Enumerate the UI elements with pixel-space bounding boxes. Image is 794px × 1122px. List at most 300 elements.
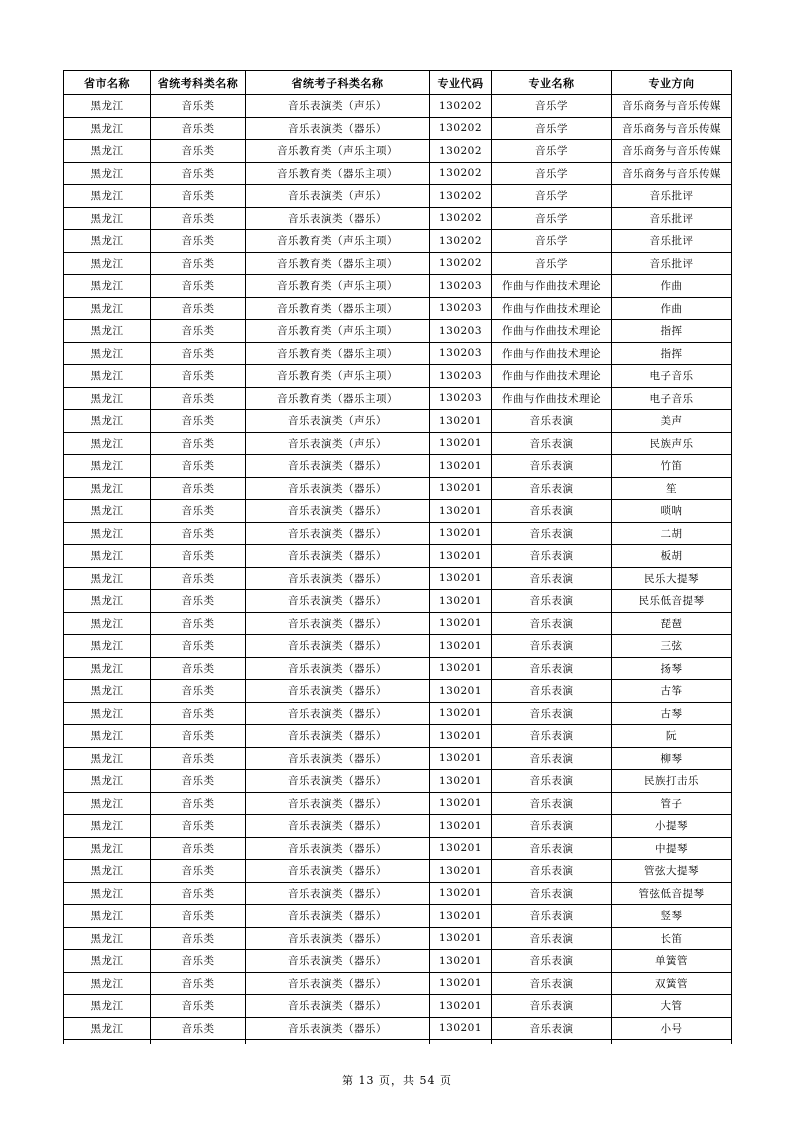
table-cell: 阮 <box>612 725 732 748</box>
table-cell: 音乐表演类（器乐） <box>246 207 430 230</box>
table-cell: 音乐表演 <box>492 950 612 973</box>
table-header-row <box>64 71 732 95</box>
table-cell: 作曲 <box>612 297 732 320</box>
table-cell: 音乐类 <box>151 725 246 748</box>
table-cell: 黑龙江 <box>64 477 151 500</box>
table-cell: 音乐表演 <box>492 770 612 793</box>
table-cell: 130203 <box>430 387 492 410</box>
table-cell: 音乐表演 <box>492 815 612 838</box>
table-cell: 音乐类 <box>151 680 246 703</box>
table-cell: 音乐批评 <box>612 230 732 253</box>
table-cell: 130202 <box>430 185 492 208</box>
table-row <box>64 455 732 478</box>
table-cell: 音乐学 <box>492 252 612 275</box>
table-cell: 音乐教育类（声乐主项） <box>246 365 430 388</box>
table-cell: 音乐类 <box>151 252 246 275</box>
table-row <box>64 792 732 815</box>
table-cell: 音乐表演 <box>492 1017 612 1040</box>
table-cell: 双簧管 <box>612 972 732 995</box>
table-cell: 130201 <box>430 770 492 793</box>
table-row <box>64 590 732 613</box>
table-cell: 黑龙江 <box>64 162 151 185</box>
table-cell: 音乐表演类（器乐） <box>246 815 430 838</box>
table-cell: 130203 <box>430 342 492 365</box>
table-cell: 音乐商务与音乐传媒 <box>612 117 732 140</box>
table-cell: 音乐类 <box>151 792 246 815</box>
cutoff-cell-stub <box>64 1040 151 1045</box>
table-cell: 音乐表演类（器乐） <box>246 545 430 568</box>
table-cell: 音乐类 <box>151 410 246 433</box>
table-cell: 音乐表演类（器乐） <box>246 612 430 635</box>
table-cell: 音乐类 <box>151 432 246 455</box>
table-cell: 音乐表演类（器乐） <box>246 477 430 500</box>
table-cell: 音乐表演类（器乐） <box>246 522 430 545</box>
table-cell: 黑龙江 <box>64 1017 151 1040</box>
table-cell: 音乐类 <box>151 185 246 208</box>
table-cell: 黑龙江 <box>64 927 151 950</box>
cutoff-cell-stub <box>430 1040 492 1045</box>
table-cell: 音乐类 <box>151 815 246 838</box>
table-cell: 130202 <box>430 162 492 185</box>
table-cell: 音乐表演类（器乐） <box>246 725 430 748</box>
table-cell: 音乐教育类（声乐主项） <box>246 230 430 253</box>
table-cell: 音乐类 <box>151 545 246 568</box>
table-cell: 作曲与作曲技术理论 <box>492 320 612 343</box>
table-row <box>64 297 732 320</box>
page-footer: 第 13 页，共 54 页 <box>342 1074 452 1087</box>
table-cell: 小提琴 <box>612 815 732 838</box>
table-cell: 作曲与作曲技术理论 <box>492 387 612 410</box>
table-cell: 音乐类 <box>151 207 246 230</box>
table-cell: 长笛 <box>612 927 732 950</box>
table-row <box>64 207 732 230</box>
table-cell: 小号 <box>612 1017 732 1040</box>
table-cell: 音乐类 <box>151 140 246 163</box>
table-cell: 音乐表演 <box>492 792 612 815</box>
table-cell: 音乐表演 <box>492 860 612 883</box>
table-cell: 音乐表演类（器乐） <box>246 837 430 860</box>
table-cell: 音乐教育类（器乐主项） <box>246 297 430 320</box>
table-cell: 音乐表演类（声乐） <box>246 432 430 455</box>
table-row <box>64 500 732 523</box>
table-cell: 130201 <box>430 567 492 590</box>
table-cell: 音乐类 <box>151 320 246 343</box>
table-cell: 三弦 <box>612 635 732 658</box>
table-cell: 音乐类 <box>151 522 246 545</box>
table-cell: 音乐表演类（器乐） <box>246 747 430 770</box>
table-cell: 黑龙江 <box>64 590 151 613</box>
table-cell: 音乐学 <box>492 162 612 185</box>
table-cell: 130201 <box>430 860 492 883</box>
table-cell: 民族打击乐 <box>612 770 732 793</box>
table-cell: 黑龙江 <box>64 680 151 703</box>
table-cell: 130201 <box>430 545 492 568</box>
table-cell: 作曲与作曲技术理论 <box>492 365 612 388</box>
table-cell: 作曲与作曲技术理论 <box>492 342 612 365</box>
table-cell: 130201 <box>430 972 492 995</box>
column-header: 专业代码 <box>430 71 492 95</box>
table-cell: 音乐类 <box>151 657 246 680</box>
cutoff-cell-stub <box>246 1040 430 1045</box>
table-cell: 音乐表演 <box>492 500 612 523</box>
table-cell: 音乐表演类（器乐） <box>246 567 430 590</box>
table-cell: 黑龙江 <box>64 207 151 230</box>
table-cell: 130203 <box>430 320 492 343</box>
table-cell: 竹笛 <box>612 455 732 478</box>
table-cell: 黑龙江 <box>64 635 151 658</box>
table-row <box>64 117 732 140</box>
table-cell: 音乐学 <box>492 185 612 208</box>
table-cell: 音乐教育类（器乐主项） <box>246 162 430 185</box>
table-cell: 音乐类 <box>151 297 246 320</box>
table-cell: 音乐教育类（声乐主项） <box>246 140 430 163</box>
table-cell: 130201 <box>430 837 492 860</box>
table-cell: 黑龙江 <box>64 972 151 995</box>
table-cell: 音乐表演 <box>492 995 612 1018</box>
table-cell: 130201 <box>430 657 492 680</box>
table-cell: 音乐类 <box>151 995 246 1018</box>
table-row <box>64 162 732 185</box>
table-row <box>64 950 732 973</box>
column-header: 专业方向 <box>612 71 732 95</box>
table-cell: 黑龙江 <box>64 95 151 118</box>
table-cell: 音乐类 <box>151 702 246 725</box>
table-cell: 黑龙江 <box>64 545 151 568</box>
table-cell: 黑龙江 <box>64 905 151 928</box>
table-cell: 黑龙江 <box>64 995 151 1018</box>
table-cell: 民乐大提琴 <box>612 567 732 590</box>
table-cell: 黑龙江 <box>64 522 151 545</box>
table-row <box>64 387 732 410</box>
table-cell: 130201 <box>430 680 492 703</box>
table-cell: 黑龙江 <box>64 117 151 140</box>
table-cell: 130201 <box>430 792 492 815</box>
table-cell: 音乐类 <box>151 230 246 253</box>
table-cell: 音乐表演 <box>492 747 612 770</box>
table-row <box>64 185 732 208</box>
table-cell: 130201 <box>430 522 492 545</box>
table-cell: 音乐商务与音乐传媒 <box>612 162 732 185</box>
table-cell: 音乐表演类（器乐） <box>246 905 430 928</box>
table-cell: 音乐表演类（器乐） <box>246 972 430 995</box>
table-cell: 扬琴 <box>612 657 732 680</box>
table-cell: 音乐表演 <box>492 545 612 568</box>
table-cell: 黑龙江 <box>64 185 151 208</box>
table-row <box>64 972 732 995</box>
table-cell: 130201 <box>430 882 492 905</box>
table-cell: 音乐商务与音乐传媒 <box>612 95 732 118</box>
table-cell: 黑龙江 <box>64 815 151 838</box>
table-cell: 130202 <box>430 252 492 275</box>
table-cell: 音乐批评 <box>612 252 732 275</box>
table-row <box>64 657 732 680</box>
table-cell: 音乐表演类（器乐） <box>246 500 430 523</box>
table-cell: 音乐表演 <box>492 927 612 950</box>
table-cell: 音乐表演类（器乐） <box>246 950 430 973</box>
table-cell: 130201 <box>430 455 492 478</box>
table-cell: 音乐教育类（器乐主项） <box>246 342 430 365</box>
table-row <box>64 612 732 635</box>
table-row <box>64 275 732 298</box>
table-row <box>64 635 732 658</box>
table-cell: 130201 <box>430 432 492 455</box>
table-cell: 音乐表演类（器乐） <box>246 927 430 950</box>
table-cell: 指挥 <box>612 342 732 365</box>
table-cell: 音乐表演 <box>492 702 612 725</box>
table-cell: 130201 <box>430 950 492 973</box>
table-cell: 音乐表演 <box>492 725 612 748</box>
table-row <box>64 410 732 433</box>
table-cell: 黑龙江 <box>64 747 151 770</box>
table-cell: 黑龙江 <box>64 275 151 298</box>
table-cell: 音乐类 <box>151 905 246 928</box>
table-cell: 黑龙江 <box>64 410 151 433</box>
table-cell: 音乐表演 <box>492 432 612 455</box>
table-row <box>64 567 732 590</box>
table-cell: 管子 <box>612 792 732 815</box>
table-cell: 130202 <box>430 230 492 253</box>
table-cell: 黑龙江 <box>64 657 151 680</box>
table-cell: 音乐表演 <box>492 635 612 658</box>
table-cell: 电子音乐 <box>612 387 732 410</box>
column-header: 省市名称 <box>64 71 151 95</box>
table-cell: 音乐表演 <box>492 972 612 995</box>
majors-table <box>63 70 732 1044</box>
table-cell: 指挥 <box>612 320 732 343</box>
table-cell: 音乐表演类（器乐） <box>246 635 430 658</box>
table-cell: 音乐类 <box>151 612 246 635</box>
table-cell: 黑龙江 <box>64 837 151 860</box>
table-cell: 130201 <box>430 815 492 838</box>
table-row <box>64 95 732 118</box>
table-cell: 130202 <box>430 95 492 118</box>
table-row <box>64 140 732 163</box>
table-row <box>64 432 732 455</box>
table-row <box>64 770 732 793</box>
table-cell: 黑龙江 <box>64 950 151 973</box>
table-cell: 单簧管 <box>612 950 732 973</box>
table-cell: 130203 <box>430 365 492 388</box>
table-row <box>64 545 732 568</box>
table-cell: 黑龙江 <box>64 365 151 388</box>
table-cell: 音乐类 <box>151 770 246 793</box>
table-row <box>64 815 732 838</box>
table-cell: 音乐类 <box>151 342 246 365</box>
table-cell: 130201 <box>430 590 492 613</box>
table-cell: 黑龙江 <box>64 432 151 455</box>
table-cell: 音乐类 <box>151 567 246 590</box>
table-cell: 黑龙江 <box>64 500 151 523</box>
table-cell: 黑龙江 <box>64 252 151 275</box>
table-cell: 音乐表演 <box>492 522 612 545</box>
column-header: 省统考科类名称 <box>151 71 246 95</box>
table-cell: 130201 <box>430 612 492 635</box>
table-cell: 音乐类 <box>151 590 246 613</box>
table-cell: 130202 <box>430 207 492 230</box>
table-cell: 音乐类 <box>151 95 246 118</box>
table-cell: 黑龙江 <box>64 860 151 883</box>
table-cell: 130203 <box>430 297 492 320</box>
table-row <box>64 1017 732 1040</box>
table-cell: 音乐教育类（器乐主项） <box>246 387 430 410</box>
table-cell: 音乐表演 <box>492 410 612 433</box>
table-row <box>64 252 732 275</box>
table-cell: 130201 <box>430 477 492 500</box>
table-cell: 柳琴 <box>612 747 732 770</box>
table-cell: 音乐表演 <box>492 882 612 905</box>
table-cell: 130203 <box>430 275 492 298</box>
table-cell: 板胡 <box>612 545 732 568</box>
table-cell: 音乐类 <box>151 837 246 860</box>
table-row <box>64 320 732 343</box>
table-cell: 130201 <box>430 410 492 433</box>
table-row <box>64 365 732 388</box>
table-cell: 音乐教育类（声乐主项） <box>246 275 430 298</box>
table-cell: 音乐表演类（声乐） <box>246 185 430 208</box>
table-row <box>64 725 732 748</box>
table-row <box>64 342 732 365</box>
table-cell: 音乐学 <box>492 117 612 140</box>
cutoff-cell-stub <box>612 1040 732 1045</box>
table-cell: 黑龙江 <box>64 792 151 815</box>
table-cell: 130202 <box>430 140 492 163</box>
table-cell: 作曲 <box>612 275 732 298</box>
table-cell: 黑龙江 <box>64 882 151 905</box>
table-cell: 音乐表演 <box>492 477 612 500</box>
table-cell: 黑龙江 <box>64 567 151 590</box>
table-row <box>64 702 732 725</box>
table-cell: 音乐表演类（器乐） <box>246 1017 430 1040</box>
table-row <box>64 230 732 253</box>
table-cell: 中提琴 <box>612 837 732 860</box>
table-cell: 作曲与作曲技术理论 <box>492 275 612 298</box>
table-cell: 黑龙江 <box>64 770 151 793</box>
table-row <box>64 927 732 950</box>
table-cell: 黑龙江 <box>64 297 151 320</box>
table-cell: 黑龙江 <box>64 612 151 635</box>
table-cell: 130201 <box>430 905 492 928</box>
table-row <box>64 522 732 545</box>
table-cell: 音乐学 <box>492 230 612 253</box>
table-cell: 130201 <box>430 725 492 748</box>
table-cell: 黑龙江 <box>64 387 151 410</box>
table-cell: 音乐商务与音乐传媒 <box>612 140 732 163</box>
table-row <box>64 837 732 860</box>
table-cell: 黑龙江 <box>64 140 151 163</box>
table-cell: 音乐表演 <box>492 612 612 635</box>
table-cell: 音乐类 <box>151 635 246 658</box>
cutoff-cell-stub <box>151 1040 246 1045</box>
table-cell: 音乐表演 <box>492 657 612 680</box>
table-row <box>64 882 732 905</box>
table-cell: 音乐表演类（器乐） <box>246 860 430 883</box>
table-cell: 音乐表演类（器乐） <box>246 702 430 725</box>
table-cell: 古筝 <box>612 680 732 703</box>
table-cell: 电子音乐 <box>612 365 732 388</box>
table-row <box>64 477 732 500</box>
table-cell: 音乐类 <box>151 455 246 478</box>
table-cell: 二胡 <box>612 522 732 545</box>
table-cell: 琵琶 <box>612 612 732 635</box>
cutoff-row-stub <box>64 1040 732 1045</box>
table-cell: 音乐表演类（器乐） <box>246 770 430 793</box>
table-cell: 音乐类 <box>151 860 246 883</box>
table-row <box>64 905 732 928</box>
table-cell: 音乐类 <box>151 500 246 523</box>
table-cell: 音乐表演类（声乐） <box>246 95 430 118</box>
table-cell: 音乐表演类（器乐） <box>246 455 430 478</box>
table-cell: 音乐表演类（器乐） <box>246 882 430 905</box>
table-cell: 黑龙江 <box>64 230 151 253</box>
table-cell: 音乐表演 <box>492 680 612 703</box>
table-cell: 音乐表演类（器乐） <box>246 657 430 680</box>
table-cell: 音乐学 <box>492 207 612 230</box>
table-cell: 130201 <box>430 995 492 1018</box>
table-cell: 130201 <box>430 702 492 725</box>
table-cell: 音乐表演类（器乐） <box>246 680 430 703</box>
table-cell: 音乐学 <box>492 95 612 118</box>
table-cell: 音乐类 <box>151 275 246 298</box>
table-cell: 130201 <box>430 927 492 950</box>
table-cell: 音乐类 <box>151 365 246 388</box>
table-cell: 美声 <box>612 410 732 433</box>
table-cell: 音乐表演 <box>492 590 612 613</box>
table-cell: 音乐批评 <box>612 185 732 208</box>
table-cell: 音乐类 <box>151 117 246 140</box>
table-cell: 音乐表演 <box>492 837 612 860</box>
table-cell: 音乐类 <box>151 477 246 500</box>
table-cell: 大管 <box>612 995 732 1018</box>
table-cell: 管弦低音提琴 <box>612 882 732 905</box>
column-header: 专业名称 <box>492 71 612 95</box>
table-cell: 130201 <box>430 635 492 658</box>
table-row <box>64 747 732 770</box>
table-cell: 130201 <box>430 1017 492 1040</box>
table-cell: 音乐表演类（器乐） <box>246 117 430 140</box>
table-cell: 管弦大提琴 <box>612 860 732 883</box>
table-cell: 音乐类 <box>151 162 246 185</box>
table-cell: 130201 <box>430 500 492 523</box>
table-cell: 音乐类 <box>151 972 246 995</box>
table-cell: 古琴 <box>612 702 732 725</box>
table-cell: 音乐表演 <box>492 455 612 478</box>
table-cell: 黑龙江 <box>64 342 151 365</box>
table-cell: 音乐类 <box>151 882 246 905</box>
table-cell: 民族声乐 <box>612 432 732 455</box>
table-cell: 音乐表演类（器乐） <box>246 792 430 815</box>
table-cell: 笙 <box>612 477 732 500</box>
table-cell: 黑龙江 <box>64 320 151 343</box>
table-cell: 音乐类 <box>151 927 246 950</box>
table-cell: 音乐教育类（声乐主项） <box>246 320 430 343</box>
table-cell: 作曲与作曲技术理论 <box>492 297 612 320</box>
table-cell: 音乐类 <box>151 747 246 770</box>
table-cell: 音乐类 <box>151 950 246 973</box>
table-cell: 音乐教育类（器乐主项） <box>246 252 430 275</box>
table-cell: 音乐表演 <box>492 567 612 590</box>
table-cell: 130201 <box>430 747 492 770</box>
table-cell: 音乐类 <box>151 1017 246 1040</box>
table-row <box>64 995 732 1018</box>
table-cell: 130202 <box>430 117 492 140</box>
table-cell: 黑龙江 <box>64 702 151 725</box>
column-header: 省统考子科类名称 <box>246 71 430 95</box>
table-cell: 音乐批评 <box>612 207 732 230</box>
table-cell: 黑龙江 <box>64 725 151 748</box>
table-cell: 音乐表演类（声乐） <box>246 410 430 433</box>
table-cell: 竖琴 <box>612 905 732 928</box>
table-cell: 音乐表演 <box>492 905 612 928</box>
